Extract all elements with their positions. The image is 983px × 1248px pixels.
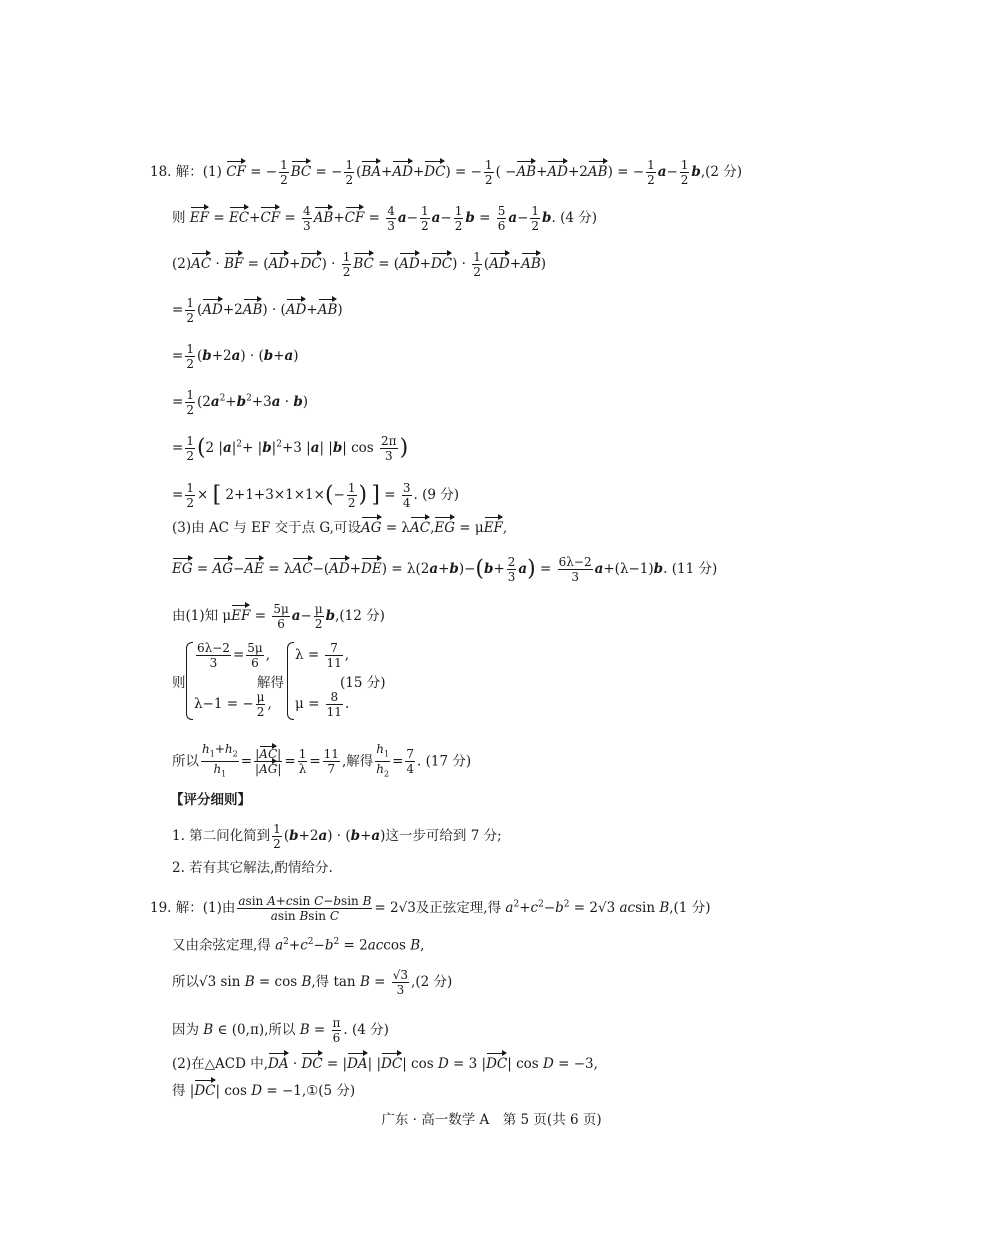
score-17: . (17 分) — [417, 753, 472, 770]
eq-2: λ−1 = − $\frac{\mu}{2}$ , — [194, 690, 272, 719]
sol-lambda: λ = $\frac{7}{11}$ , — [295, 641, 350, 670]
eq-1: $\frac{6\lambda-2}{3}$ = $\frac{5\mu}{6}$ , — [197, 641, 270, 670]
q18-label: 18. 解： — [150, 164, 203, 180]
q19-label: 19. 解： — [150, 900, 203, 916]
q19-line-6: 得 |DC| cos D = −1,①(5 分) — [172, 1083, 356, 1099]
q18-line-9: (3)由 AC 与 EF 交于点 G,可设AG = λAC,EG = μEF, — [172, 520, 508, 536]
q19-line-1: 19. 解：(1)由 $\frac{\text{asin A+csin C−bsin B}}{\text{asin Bsin C}}$ = 2√3及正弦定理,得 $a^2+c^2-b^2 = 2√3$ acsin B,(1 分) — [150, 894, 711, 923]
q19-line-4: 因为 B ∈ (0,π),所以 B = $\frac{\pi}{6}$ . (4 分) — [172, 1016, 389, 1045]
q18-line-11: 由(1)知 μEF = $\frac{5\mu}{6}$ a− $\frac{\mu}{2}$ b,(12 分) — [172, 602, 385, 631]
rubric-title: 【评分细则】 — [170, 792, 251, 808]
solve-label: 解得 — [257, 675, 284, 691]
score-9: . (9 分) — [413, 487, 460, 503]
score-15: (15 分) — [340, 675, 386, 691]
q18-line-8: = $\frac{1}{2}$ × [ 2+1+3×1×1×(− $\frac{1}{2}$ ) ] = $\frac{3}{4}$ . (9 分) — [172, 481, 460, 510]
q18-line-2: 则 EF = EC+CF = $\frac{4}{3}$ AB+CF = $\frac{4}{3}$ a− $\frac{1}{2}$ a− $\frac{1}{2}$ b = $\frac{5}{6}$ a− $\frac{1}{2}$ b. (4 分) — [172, 204, 597, 233]
q18-line-10: EG = AG−AE = λAC−(AD+DE) = λ(2a+b)−(b+ $\frac{2}{3}$ a) = $\frac{6\lambda-2}{3}$ a+(λ−1)b. (11 分) — [172, 555, 718, 584]
q18-line-5: = $\frac{1}{2}$ (b+2a) · (b+a) — [172, 342, 299, 371]
score-4: . (4 分) — [551, 210, 597, 226]
left-brace — [186, 642, 193, 720]
q18-line-3: (2)AC · BF = (AD+DC) · $\frac{1}{2}$ BC = (AD+DC) · $\frac{1}{2}$ (AD+AB) — [172, 250, 547, 279]
score-5: ,①(5 分) — [301, 1083, 356, 1099]
score-2b: ,(2 分) — [411, 974, 453, 990]
q18-line-7: = $\frac{1}{2}$ (2 $|a|^2+ |b|^2+3$ |a| |b| cos $\frac{2\pi}{3}$ ) — [172, 434, 409, 463]
page-footer: 广东 · 高一数学 A 第 5 页(共 6 页) — [381, 1112, 602, 1128]
rubric-item-2: 2. 若有其它解法,酌情给分. — [172, 860, 333, 876]
score-12: ,(12 分) — [335, 608, 385, 624]
score-1: ,(1 分) — [669, 900, 711, 916]
score-11: . (11 分) — [663, 561, 718, 577]
q18-line-4: = $\frac{1}{2}$ (AD+2AB) · (AD+AB) — [172, 296, 343, 325]
then-label: 则 — [172, 675, 186, 691]
q18-line-final: 所以 $\frac{h_1+h_2}{h_1}$ = $\frac{|AC|}{|AG|}$ = $\frac{1}{\lambda}$ = $\frac{11}{7}$ ,解得 $\frac{h_1}{h_2}$ = $\frac{7}{4}$ . (17 分) — [172, 742, 472, 779]
q18-line-1: 18. 解：(1) CF = − $\frac{1}{2}$ BC = − $\frac{1}{2}$ (BA+AD+DC) = − $\frac{1}{2}$ ( −AB+AD+2AB) = − $\frac{1}{2}$ a− $\frac{1}{2}$ b,(2 分) — [150, 158, 743, 187]
q18-line-6: = $\frac{1}{2}$ $(2a^2+b^2+3a \cdot b)$ — [172, 388, 309, 417]
q19-line-2: 又由余弦定理,得 $a^2+c^2-b^2 = 2accos$ B, — [172, 937, 425, 954]
right-brace — [287, 642, 294, 720]
rubric-item-1: 1. 第二问化简到 $\frac{1}{2}$ (b+2a) · (b+a)这一步可给到 7 分; — [172, 822, 502, 851]
sol-mu: μ = $\frac{8}{11}$ . — [295, 690, 350, 719]
score-2: ,(2 分) — [700, 164, 743, 180]
q19-line-5: (2)在△ACD 中,DA · DC = |DA| |DC| cos D = 3 |DC| cos D = −3, — [172, 1056, 598, 1072]
q19-line-3: 所以√3 sin B = cos B,得 tan B = $\frac{√3}{3}$ ,(2 分) — [172, 968, 453, 997]
score-4b: . (4 分) — [343, 1022, 389, 1038]
